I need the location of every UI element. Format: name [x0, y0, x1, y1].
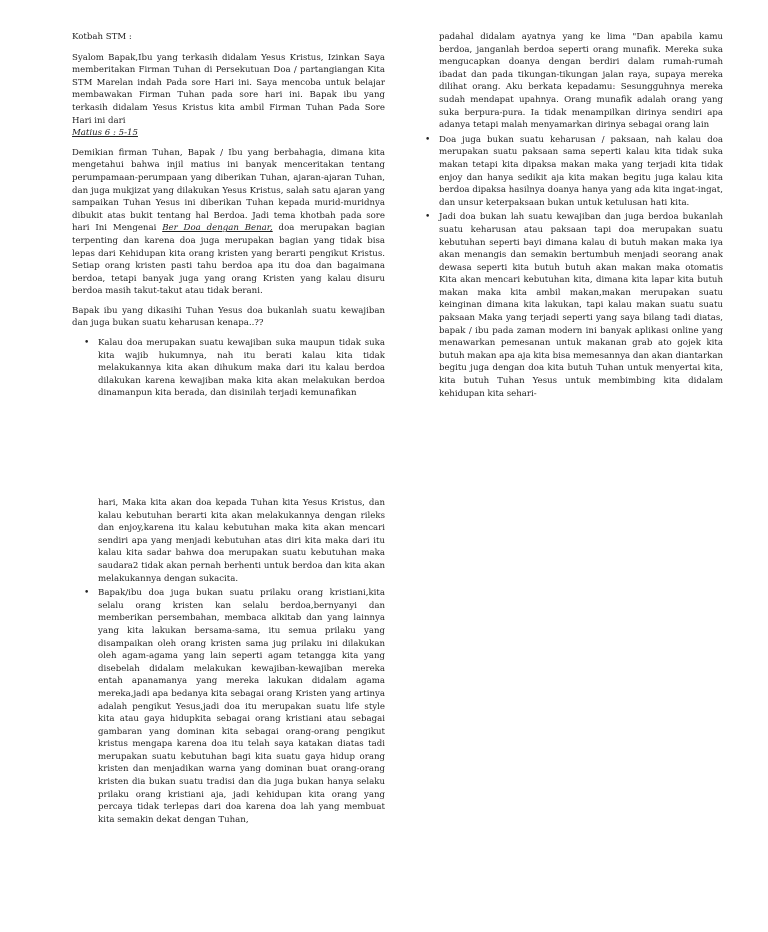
- theme-reference: Ber Doa dengan Benar,: [162, 223, 273, 234]
- list-item: [72, 337, 385, 400]
- left-column-bottom: [72, 497, 385, 828]
- bullet-text: Doa juga bukan suatu keharusan / paksaan, nah kalau doa merupakan suatu paksaan sama seperti kalau kita tidak suka makan tetapi kita dipaksa makan maka yang terjadi kita tidak enjoy dan hanya sedikit aja kita makan begitu juga kalau kita berdoa dipaksa hasilnya doanya hanya yang ada kita ingat-ingat, dan unsur keterpaksaan bukan untuk ketulusan hati kita.: [439, 134, 723, 208]
- list-item: [425, 211, 723, 400]
- sermon-title: Kotbah STM :: [72, 32, 132, 42]
- list-item: [425, 134, 723, 210]
- bullet-icon: •: [84, 588, 90, 599]
- list-item: [72, 587, 385, 826]
- bullet-list-top: [72, 337, 385, 400]
- continued-text: hari, Maka kita akan doa kepada Tuhan kita Yesus Kristus, dan kalau kebutuhan berarti kita akan melakukannya dengan rileks dan enjoy,karena itu kalau kebutuhan maka kita akan mencari sendiri apa yang menjadi kebutuhan atas diri kita maka dari itu kalau kita sadar bahwa doa merupakan suatu kebutuhan maka saudara2 tidak akan pernah berhenti untuk berdoa dan kita akan melakukannya dengan sukacita.: [98, 498, 385, 584]
- bullet-text: Jadi doa bukan lah suatu kewajiban dan juga berdoa bukanlah suatu keharusan atau paksaan tapi doa merupakan suatu kebutuhan seperti bayi dimana kalau di butuh makan maka iya akan menangis dan semakin bertumbuh menjadi seorang anak dewasa seperti kita butuh butuh akan makan maka otomatis Kita akan mencari kebutuhan kita, dimana kita lapar kita butuh makan maka kita ambil makan,makan merupakan suatu keinginan dimana kita lakukan, tapi kalau makan suatu suatu paksaan Maka yang terjadi seperti yang saya bilang tadi diatas, bapak / ibu pada zaman modern ini banyak aplikasi online yang menawarkan pemesanan untuk makanan grab ato gojek kita butuh makan apa aja kita bisa memesannya dan akan diantarkan begitu juga dengan doa kita butuh Tuhan untuk menyertai kita, kita butuh Tuhan Yesus untuk membimbing kita didalam kehidupan kita sehari-: [439, 212, 723, 399]
- opening-paragraph: [72, 52, 385, 140]
- theme-text-a: Demikian firman Tuhan, Bapak / Ibu yang berbahagia, dimana kita mengetahui bahwa injil matius ini banyak menceritakan tentang perumpamaan-perumpaan yang diberikan Tuhan, ajaran-ajaran Tuhan, dan juga mukjizat yang dilakukan Yesus Kristus, salah satu ajaran yang sampaikan Tuhan Yesus ini diberikan Tuhan kepada murid-muridnya dibukit atas bukit tentang hal Berdoa. Jadi tema khotbah pada sore hari Ini Mengenai: [72, 147, 385, 234]
- theme-paragraph: [72, 147, 385, 298]
- bullet-text: Kalau doa merupakan suatu kewajiban suka maupun tidak suka kita wajib hukumnya, nah itu berati kalau kita tidak melakukannya kita akan dihukum maka dari itu kalau berdoa dilakukan karena kewajiban maka kita akan melakukan berdoa dinamanpun kita berada, dan disinilah terjadi kemunafikan: [98, 338, 385, 399]
- bullet-icon: •: [84, 338, 90, 349]
- continued-text: padahal didalam ayatnya yang ke lima "Dan apabila kamu berdoa, janganlah berdoa seperti orang munafik. Mereka suka mengucapkan doanya dengan berdiri dalam rumah-rumah ibadat dan pada tikungan-tikungan jalan raya, supaya mereka dilihat orang. Aku berkata kepadamu: Sesungguhnya mereka sudah mendapat upahnya. Orang munafik adalah orang yang suka berpura-pura. Ia tidak menampilkan dirinya sendiri apa adanya tetapi malah menyamarkan dirinya sebagai orang lain: [439, 32, 723, 131]
- bullet-icon: •: [425, 134, 431, 145]
- scripture-reference: Matius 6 : 5-15: [72, 128, 138, 139]
- left-column-top: [72, 31, 385, 402]
- bullet-text: Bapak/ibu doa juga bukan suatu prilaku orang kristiani,kita selalu orang kristen kan selalu berdoa,bernyanyi dan memberikan persembahan, membaca alkitab dan yang lainnya yang kita lakukan bersama-sama, itu semua prilaku yang disampaikan oleh orang kristen sama jug prilaku ini dilakukan oleh agam-agama yang lain seperti agam tetangga kita yang disebelah didalam melakukan kewajiban-kewajiban mereka entah apanamanya yang mereka lakukan didalam agama mereka,jadi apa bedanya kita sebagai orang Kristen yang artinya adalah pengikut Yesus,jadi doa itu merupakan suatu life style kita atau gaya hidupkita sebagai orang kristiani atau sebagai gambaran yang dominan kita sebagai orang-orang pengikut kristus mengapa karena doa itu telah saya katakan diatas tadi merupakan suatu kebutuhan bagi kita suatu gaya hidup orang kristen dan menjadikan warna yang dominan buat orang-orang kristen dia bukan suatu tradisi dan dia juga bukan hanya selaku prilaku orang kristiani aja, jadi kehidupan kita orang yang percaya tidak terlepas dari doa karena doa lah yang membuat kita semakin dekat dengan Tuhan,: [98, 588, 385, 825]
- bullet-list-bottom: [72, 587, 385, 826]
- opening-text: Syalom Bapak,Ibu yang terkasih didalam Yesus Kristus, Izinkan Saya memberitakan Firman Tuhan di Persekutuan Doa / partangiangan Kita STM Marelan indah Pada sore Hari ini. Saya mencoba untuk belajar membawakan Firman Tuhan pada sore hari ini. Bapak ibu yang terkasih didalam Yesus Kristus kita ambil Firman Tuhan Pada Sore Hari ini dari: [72, 52, 385, 126]
- question-paragraph: Bapak ibu yang dikasihi Tuhan Yesus doa bukanlah suatu kewajiban dan juga bukan suatu keharusan kenapa..??: [72, 305, 385, 329]
- theme-text-b: doa merupakan bagian terpenting dan karena doa juga merupakan bagian yang tidak bisa lepas dari Kehidupan kita orang kristen yang berarti pengikut Kristus. Setiap orang kristen pasti tahu berdoa apa itu doa dan bagaimana berdoa, tetapi banyak juga yang orang Kristen yang kalau disuru berdoa masih takut-takut atau tidak berani.: [72, 223, 385, 297]
- bullet-list-right: [425, 134, 723, 400]
- bullet-icon: •: [425, 212, 431, 223]
- right-column: [425, 31, 723, 402]
